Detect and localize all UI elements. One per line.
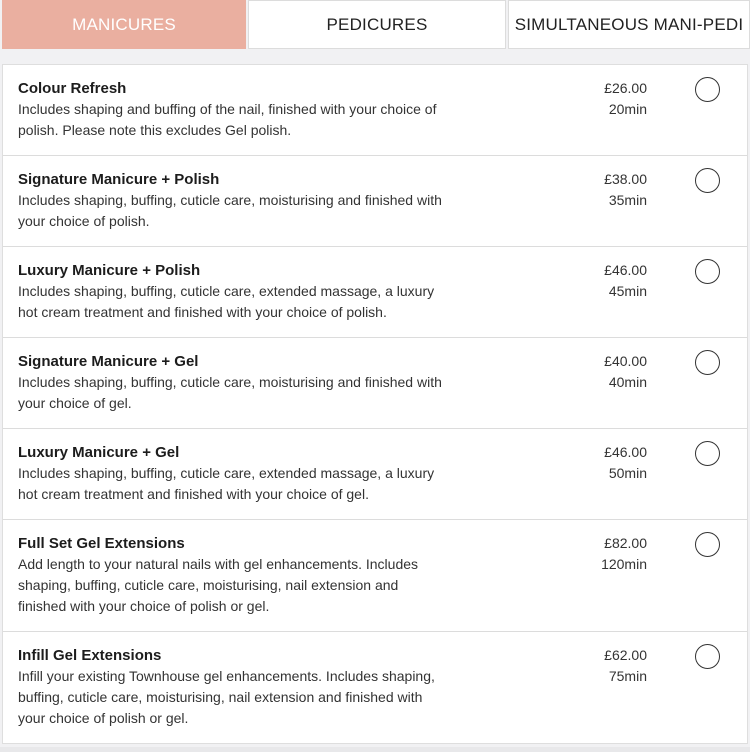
service-select-radio[interactable]	[695, 441, 720, 466]
tab-manicures[interactable]: MANICURES	[2, 0, 246, 49]
service-price-duration	[604, 351, 647, 393]
service-select-radio[interactable]	[695, 77, 720, 102]
service-title: Colour Refresh	[18, 80, 127, 97]
service-select-radio[interactable]	[695, 168, 720, 193]
service-price: £46.00	[604, 444, 647, 460]
service-description: Includes shaping, buffing, cuticle care, extended massage, a luxury hot cream treatment and finished with your choice of polish.	[18, 283, 435, 320]
service-price: £46.00	[604, 262, 647, 278]
service-item[interactable]	[3, 156, 747, 247]
service-item[interactable]	[3, 632, 747, 743]
service-duration: 40min	[608, 374, 647, 390]
service-item[interactable]	[3, 429, 747, 520]
service-select-radio[interactable]	[695, 259, 720, 284]
service-price: £62.00	[604, 647, 647, 663]
service-price-duration	[604, 645, 647, 687]
service-price: £26.00	[604, 80, 647, 96]
service-description: Add length to your natural nails with gel enhancements. Includes shaping, buffing, cuticle care, moisturising, nail extension and finished with your choice of polish or gel.	[18, 556, 419, 614]
tab-pedicures[interactable]: PEDICURES	[248, 0, 506, 49]
service-item[interactable]	[3, 247, 747, 338]
service-select-radio[interactable]	[695, 532, 720, 557]
service-price: £40.00	[604, 353, 647, 369]
service-item[interactable]	[3, 520, 747, 632]
service-select-radio[interactable]	[695, 644, 720, 669]
service-price-duration	[604, 169, 647, 211]
tab-simultaneous-mani-pedi[interactable]: SIMULTANEOUS MANI-PEDI	[508, 0, 750, 49]
service-description: Includes shaping, buffing, cuticle care, moisturising and finished with your choice of gel.	[18, 374, 442, 411]
service-title: Luxury Manicure + Gel	[18, 444, 180, 461]
service-duration: 20min	[608, 101, 647, 117]
service-description: Includes shaping, buffing, cuticle care, extended massage, a luxury hot cream treatment and finished with your choice of gel.	[18, 465, 435, 502]
service-description: Includes shaping and buffing of the nail, finished with your choice of polish. Please note this excludes Gel polish.	[18, 101, 437, 138]
service-price-duration	[604, 260, 647, 302]
service-price-duration	[604, 442, 647, 484]
service-category-tabs	[0, 0, 750, 50]
service-list	[2, 64, 748, 744]
service-item[interactable]	[3, 65, 747, 156]
service-duration: 120min	[601, 556, 647, 572]
service-description: Infill your existing Townhouse gel enhancements. Includes shaping, buffing, cuticle care, moisturising, nail extension and finished with your choice of polish or gel.	[18, 668, 435, 726]
service-price: £38.00	[604, 171, 647, 187]
service-select-radio[interactable]	[695, 350, 720, 375]
service-title: Infill Gel Extensions	[18, 647, 162, 664]
service-price-duration	[601, 533, 647, 575]
service-title: Full Set Gel Extensions	[18, 535, 185, 552]
service-title: Luxury Manicure + Polish	[18, 262, 201, 279]
service-price-duration	[604, 78, 647, 120]
service-title: Signature Manicure + Gel	[18, 353, 199, 370]
service-duration: 50min	[608, 465, 647, 481]
service-duration: 35min	[608, 192, 647, 208]
service-duration: 75min	[608, 668, 647, 684]
service-description: Includes shaping, buffing, cuticle care, moisturising and finished with your choice of polish.	[18, 192, 442, 229]
service-title: Signature Manicure + Polish	[18, 171, 220, 188]
bottom-divider	[0, 747, 750, 752]
service-duration: 45min	[608, 283, 647, 299]
service-price: £82.00	[604, 535, 647, 551]
service-item[interactable]	[3, 338, 747, 429]
